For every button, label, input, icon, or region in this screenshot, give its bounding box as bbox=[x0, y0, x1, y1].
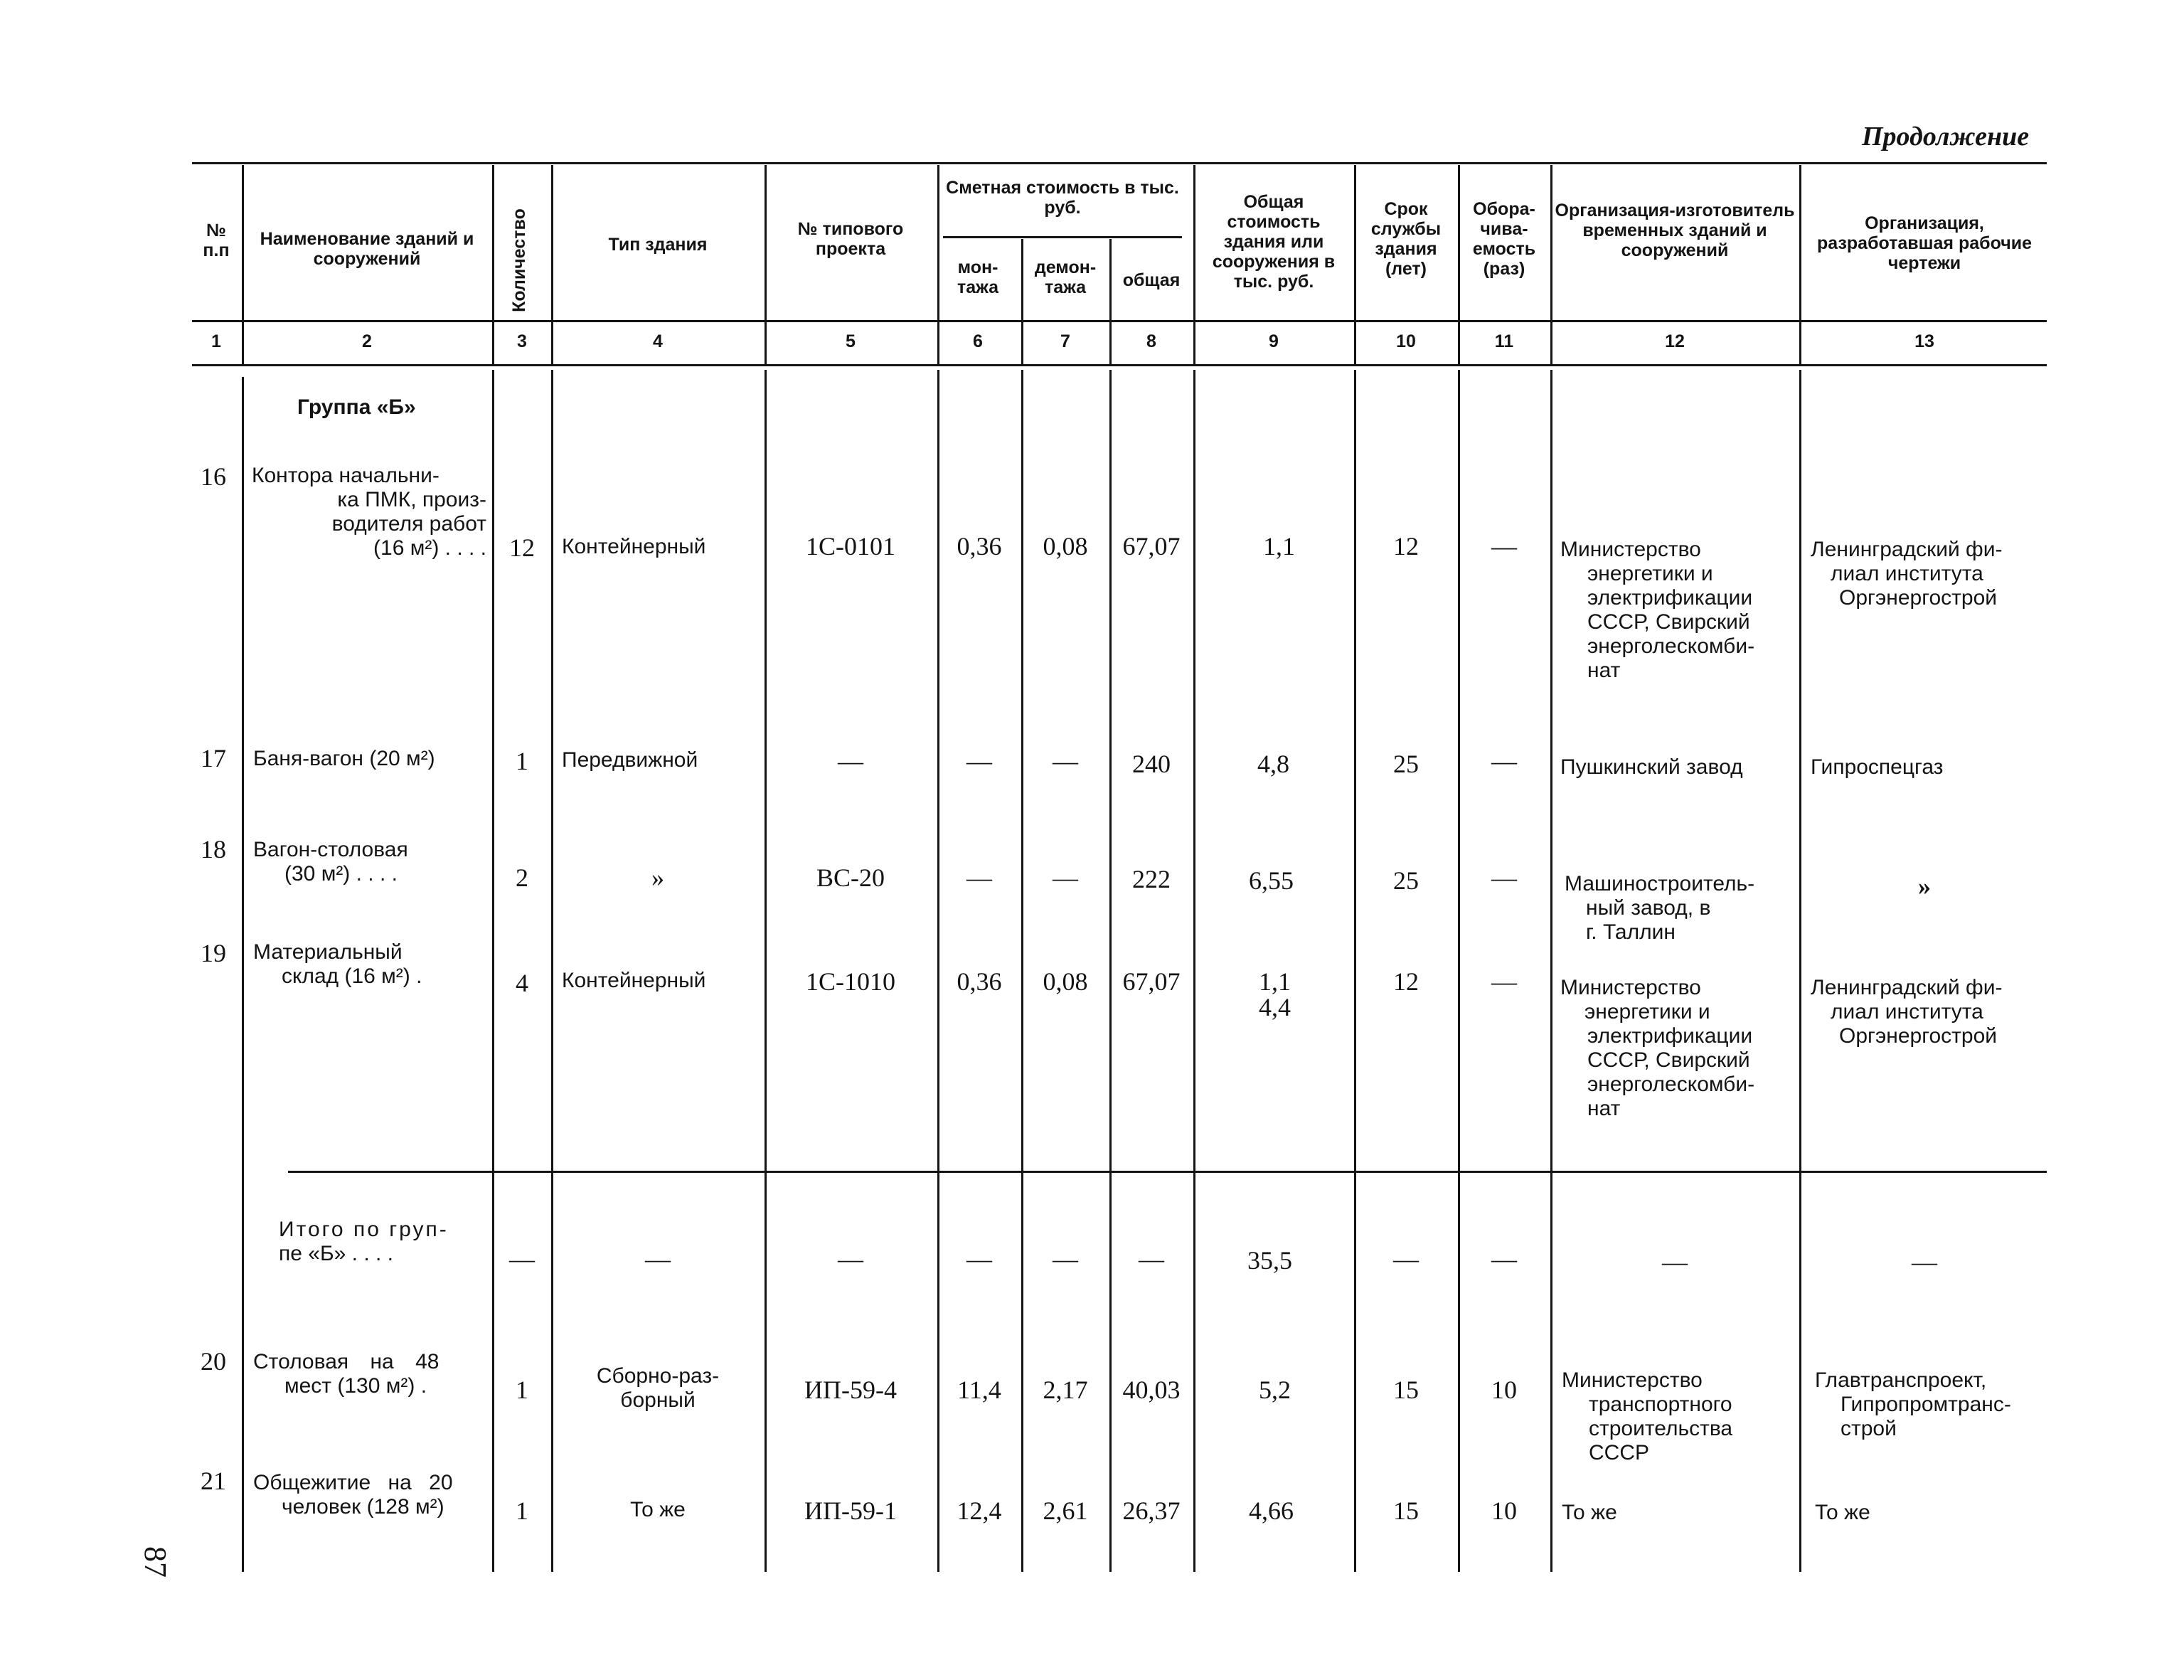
row-turnover: — bbox=[1491, 967, 1517, 996]
row-total: 40,03 bbox=[1122, 1376, 1181, 1404]
row-maker: Пушкинский завод bbox=[1560, 755, 1743, 779]
row-project: — bbox=[838, 747, 863, 775]
row-mount: — bbox=[966, 863, 992, 892]
row-total: 240 bbox=[1132, 750, 1171, 778]
col-number: 12 bbox=[1665, 331, 1685, 351]
row-life: 12 bbox=[1393, 532, 1419, 560]
row-overall: 1,1 4,4 bbox=[1259, 967, 1291, 1021]
subtotal-dismount: — bbox=[1053, 1245, 1078, 1273]
row-mount: 11,4 bbox=[957, 1376, 1001, 1404]
col-number: 9 bbox=[1269, 331, 1279, 351]
row-number: 18 bbox=[201, 835, 226, 863]
hdr-sep bbox=[1354, 165, 1356, 364]
row-qty: 12 bbox=[509, 533, 535, 562]
header-bottom-rule bbox=[192, 320, 2047, 322]
cost-group-rule bbox=[943, 236, 1182, 238]
row-turnover: 10 bbox=[1491, 1376, 1517, 1404]
subtotal-mount: — bbox=[966, 1245, 992, 1273]
row-number: 19 bbox=[201, 939, 226, 967]
row-mount: 0,36 bbox=[957, 532, 1002, 560]
row-name: Столовая на 48 мест (130 м²) . bbox=[253, 1350, 440, 1398]
header-project-number: № типового проекта bbox=[797, 219, 904, 259]
subtotal-overall: 35,5 bbox=[1247, 1246, 1292, 1275]
row-total: 26,37 bbox=[1122, 1496, 1181, 1525]
row-designer: То же bbox=[1815, 1501, 1870, 1524]
col-number: 7 bbox=[1060, 331, 1070, 351]
row-overall: 6,55 bbox=[1249, 866, 1294, 895]
row-turnover: — bbox=[1491, 747, 1517, 775]
hdr-sep bbox=[1021, 239, 1023, 364]
row-dismount: 2,17 bbox=[1043, 1376, 1088, 1404]
subtotal-type: — bbox=[645, 1245, 671, 1273]
row-life: 25 bbox=[1393, 866, 1419, 895]
row-designer: Ленинградский фи- лиал института Оргэнергострой bbox=[1811, 538, 2003, 610]
row-type: То же bbox=[630, 1498, 686, 1521]
row-turnover: 10 bbox=[1491, 1496, 1517, 1525]
row-name: Материальный склад (16 м²) . bbox=[253, 940, 422, 988]
colnum-bottom-rule bbox=[192, 364, 2047, 366]
col-number: 6 bbox=[973, 331, 983, 351]
row-qty: 2 bbox=[516, 863, 528, 892]
row-project: 1С-1010 bbox=[806, 967, 895, 996]
header-building-type: Тип здания bbox=[608, 235, 708, 255]
row-maker: Машиностроитель- ный завод, в г. Таллин bbox=[1565, 872, 1755, 944]
row-type: Сборно-раз- борный bbox=[596, 1364, 720, 1412]
hdr-sep bbox=[1458, 165, 1460, 364]
body-sep bbox=[1021, 370, 1023, 1572]
row-overall: 1,1 bbox=[1263, 532, 1295, 560]
subtotal-life: — bbox=[1393, 1245, 1419, 1273]
row-designer: » bbox=[1918, 872, 1931, 900]
subtotal-project: — bbox=[838, 1245, 863, 1273]
body-sep bbox=[242, 377, 244, 1572]
col-number: 10 bbox=[1396, 331, 1416, 351]
header-manufacturer: Организация-изготовитель временных зданий и сооружений bbox=[1555, 201, 1795, 260]
row-number: 20 bbox=[201, 1347, 226, 1376]
row-total: 67,07 bbox=[1122, 532, 1181, 560]
col-number: 4 bbox=[653, 331, 663, 351]
col-number: 2 bbox=[362, 331, 372, 351]
row-qty: 1 bbox=[516, 1496, 528, 1525]
row-number: 21 bbox=[201, 1467, 226, 1495]
row-designer: Гипроспецгаз bbox=[1811, 755, 1944, 779]
hdr-sep bbox=[551, 165, 553, 364]
row-project: ВС-20 bbox=[816, 863, 885, 892]
row-life: 12 bbox=[1393, 967, 1419, 996]
hdr-sep bbox=[242, 165, 244, 364]
row-qty: 1 bbox=[516, 1376, 528, 1404]
row-maker: Министерство энергетики и электрификации СССР, Свирский энерголескомби- нат bbox=[1560, 976, 1755, 1120]
subtotal-designer: — bbox=[1912, 1248, 1937, 1276]
col-number: 1 bbox=[211, 331, 221, 351]
header-overall-cost: Общая стоимость здания или сооружения в тыс. руб. bbox=[1212, 192, 1336, 292]
subtotal-maker: — bbox=[1662, 1248, 1688, 1276]
row-life: 15 bbox=[1393, 1376, 1419, 1404]
header-turnover: Обора-чива-емость (раз) bbox=[1472, 199, 1536, 279]
row-dismount: — bbox=[1053, 747, 1078, 775]
header-dismounting: демон-тажа bbox=[1034, 257, 1097, 297]
header-total: общая bbox=[1122, 270, 1181, 290]
row-type: » bbox=[651, 863, 664, 892]
hdr-sep bbox=[765, 165, 767, 364]
row-life: 25 bbox=[1393, 750, 1419, 778]
body-sep bbox=[1799, 370, 1801, 1572]
row-designer: Ленинградский фи- лиал института Оргэнергострой bbox=[1811, 976, 2003, 1048]
row-maker: Министерство транспортного строительства СССР bbox=[1562, 1368, 1733, 1464]
header-designer: Организация, разработавшая рабочие чертежи bbox=[1816, 213, 2032, 273]
hdr-sep bbox=[1799, 165, 1801, 364]
row-total: 222 bbox=[1132, 865, 1171, 893]
row-number: 17 bbox=[201, 744, 226, 772]
body-sep bbox=[765, 370, 767, 1572]
col-number: 3 bbox=[517, 331, 527, 351]
row-turnover: — bbox=[1491, 863, 1517, 892]
row-name-area: (16 м²) . . . . bbox=[373, 536, 486, 560]
row-turnover: — bbox=[1491, 532, 1517, 560]
header-name: Наименование зданий и сооружений bbox=[260, 229, 474, 269]
hdr-sep bbox=[1193, 165, 1195, 364]
header-mounting: мон-тажа bbox=[957, 257, 999, 297]
row-dismount: 0,08 bbox=[1043, 532, 1088, 560]
row-qty: 4 bbox=[516, 969, 528, 997]
header-service-life: Срок службы здания (лет) bbox=[1370, 199, 1442, 279]
body-sep bbox=[1458, 370, 1460, 1572]
table-top-rule bbox=[192, 162, 2047, 164]
row-name: Вагон-столовая (30 м²) . . . . bbox=[253, 838, 408, 886]
row-life: 15 bbox=[1393, 1496, 1419, 1525]
row-total: 67,07 bbox=[1122, 967, 1181, 996]
row-dismount: — bbox=[1053, 863, 1078, 892]
col-number: 13 bbox=[1914, 331, 1934, 351]
col-number: 11 bbox=[1494, 331, 1514, 351]
row-mount: 12,4 bbox=[957, 1496, 1002, 1525]
row-maker: То же bbox=[1562, 1501, 1617, 1524]
body-sep bbox=[1550, 370, 1552, 1572]
body-sep bbox=[1193, 370, 1195, 1572]
row-mount: — bbox=[966, 747, 992, 775]
body-sep bbox=[551, 370, 553, 1572]
col-number: 8 bbox=[1146, 331, 1156, 351]
row-number: 16 bbox=[201, 462, 226, 491]
row-name: Контора начальни- ка ПМК, произ- водителя работ (16 м²) . . . . bbox=[252, 464, 486, 560]
body-sep bbox=[1354, 370, 1356, 1572]
row-dismount: 0,08 bbox=[1043, 967, 1088, 996]
group-title: Группа «Б» bbox=[297, 395, 416, 419]
row-maker: Министерство энергетики и электрификации СССР, Свирский энерголескомби- нат bbox=[1560, 538, 1755, 682]
hdr-sep bbox=[1550, 165, 1552, 364]
row-name: Баня-вагон (20 м²) bbox=[253, 747, 435, 770]
subtotal-rule bbox=[288, 1171, 2047, 1173]
row-type: Передвижной bbox=[562, 748, 698, 772]
row-overall: 4,8 bbox=[1257, 750, 1289, 778]
header-number: № п.п bbox=[203, 220, 230, 260]
row-mount: 0,36 bbox=[957, 967, 1002, 996]
row-name: Общежитие на 20 человек (128 м²) bbox=[253, 1471, 453, 1519]
row-designer: Главтранспроект, Гипропромтранс- строй bbox=[1815, 1368, 2011, 1440]
row-dismount: 2,61 bbox=[1043, 1496, 1088, 1525]
body-sep bbox=[1109, 370, 1112, 1572]
col-number: 5 bbox=[846, 331, 856, 351]
row-project: ИП-59-4 bbox=[804, 1376, 897, 1404]
subtotal-name: Итого по груп- пе «Б» . . . . bbox=[279, 1218, 449, 1265]
row-overall: 4,66 bbox=[1249, 1496, 1294, 1525]
row-overall: 5,2 bbox=[1259, 1376, 1291, 1404]
subtotal-total: — bbox=[1139, 1245, 1164, 1273]
row-project: 1С-0101 bbox=[806, 532, 895, 560]
page-number: 87 bbox=[138, 1546, 173, 1578]
row-project: ИП-59-1 bbox=[804, 1496, 897, 1525]
header-cost-group: Сметная стоимость в тыс. руб. bbox=[946, 178, 1179, 218]
row-type: Контейнерный bbox=[562, 969, 706, 992]
continuation-label: Продолжение bbox=[1862, 122, 2030, 151]
header-quantity: Количество bbox=[509, 208, 529, 312]
subtotal-turnover: — bbox=[1491, 1245, 1517, 1273]
hdr-sep bbox=[1109, 239, 1112, 364]
row-qty: 1 bbox=[516, 747, 528, 775]
subtotal-qty: — bbox=[509, 1245, 535, 1273]
row-type: Контейнерный bbox=[562, 535, 706, 558]
